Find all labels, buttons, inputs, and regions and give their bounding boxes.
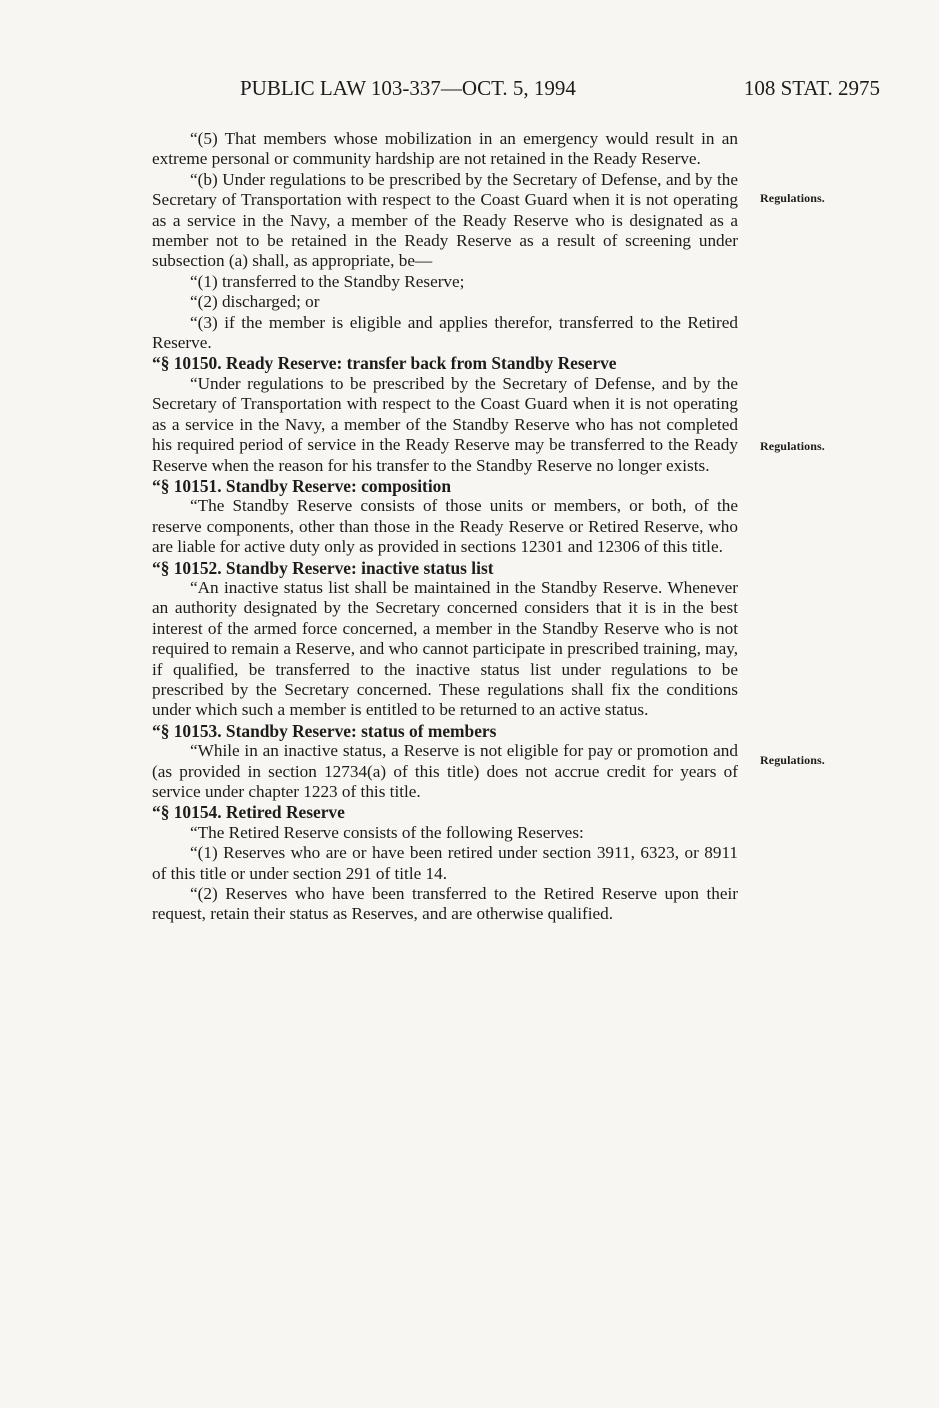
list-item: “(1) transferred to the Standby Reserve; — [190, 271, 465, 291]
margin-note-regulations: Regulations. — [760, 439, 825, 453]
list-item: “(3) if the member is eligible and applies therefor, transferred to the Retired Reserve. — [152, 312, 738, 353]
section-text-10154: “The Retired Reserve consists of the following Reserves: — [190, 822, 584, 842]
section-text-10150: “Under regulations to be prescribed by the Secretary of Defense, and by the Secretary of Transportation with respect to the Coast Guard when it is not operating as a service in the Navy, a member of the Standby Reserve who has not completed his required period of service in the Ready Reserve may be transferred to the Ready Reserve when the reason for his transfer to the Standby Reserve no longer exists. — [152, 373, 738, 475]
section-heading-10153: “§ 10153. Standby Reserve: status of members — [152, 720, 497, 741]
margin-note-regulations: Regulations. — [760, 753, 825, 767]
list-item: “(1) Reserves who are or have been retired under section 3911, 6323, or 8911 of this title or under section 291 of title 14. — [152, 843, 738, 883]
section-heading-10150: “§ 10150. Ready Reserve: transfer back from Standby Reserve — [152, 353, 617, 374]
section-text-10153: “While in an inactive status, a Reserve is not eligible for pay or promotion and (as provided in section 12734(a) of this title) does not accrue credit for years of service under chapter 1223 of this title. — [152, 741, 738, 801]
paragraph-b: “(b) Under regulations to be prescribed by the Secretary of Defense, and by the Secretary of Transportation with respect to the Coast Guard when it is not operating as a service in the Navy, a member of the Ready Reserve who is designated as a member not to be retained in the Ready Reserve as a result of screening under subsection (a) shall, as appropriate, be— — [152, 169, 738, 271]
section-heading-10152: “§ 10152. Standby Reserve: inactive status list — [152, 557, 494, 578]
section-heading-10151: “§ 10151. Standby Reserve: composition — [152, 475, 452, 496]
section-text-10151: “The Standby Reserve consists of those units or members, or both, of the reserve components, other than those in the Ready Reserve or Retired Reserve, who are liable for active duty only as provided in sections 12301 and 12306 of this title. — [152, 496, 738, 557]
paragraph-5: “(5) That members whose mobilization in an emergency would result in an extreme personal or community hardship are not retained in the Ready Reserve. — [152, 129, 738, 169]
document-body — [152, 129, 738, 925]
list-item: “(2) Reserves who have been transferred to the Retired Reserve upon their request, retain their status as Reserves, and are otherwise qualified. — [152, 884, 738, 924]
margin-note-regulations: Regulations. — [760, 191, 825, 205]
section-heading-10154: “§ 10154. Retired Reserve — [152, 802, 345, 823]
section-text-10152: “An inactive status list shall be maintained in the Standby Reserve. Whenever an authority designated by the Secretary concerned considers that it is in the best interest of the armed force concerned, a member in the Standby Reserve who is not required to remain a Reserve, and who cannot participate in prescribed training, may, if qualified, be transferred to the inactive status list under regulations to be prescribed by the Secretary concerned. These regulations shall fix the conditions under which such a member is entitled to be returned to an active status. — [152, 577, 738, 720]
list-item: “(2) discharged; or — [190, 292, 320, 312]
page-header — [240, 76, 880, 106]
header-citation: PUBLIC LAW 103-337—OCT. 5, 1994 — [240, 76, 576, 100]
header-page-number: 108 STAT. 2975 — [743, 76, 880, 100]
